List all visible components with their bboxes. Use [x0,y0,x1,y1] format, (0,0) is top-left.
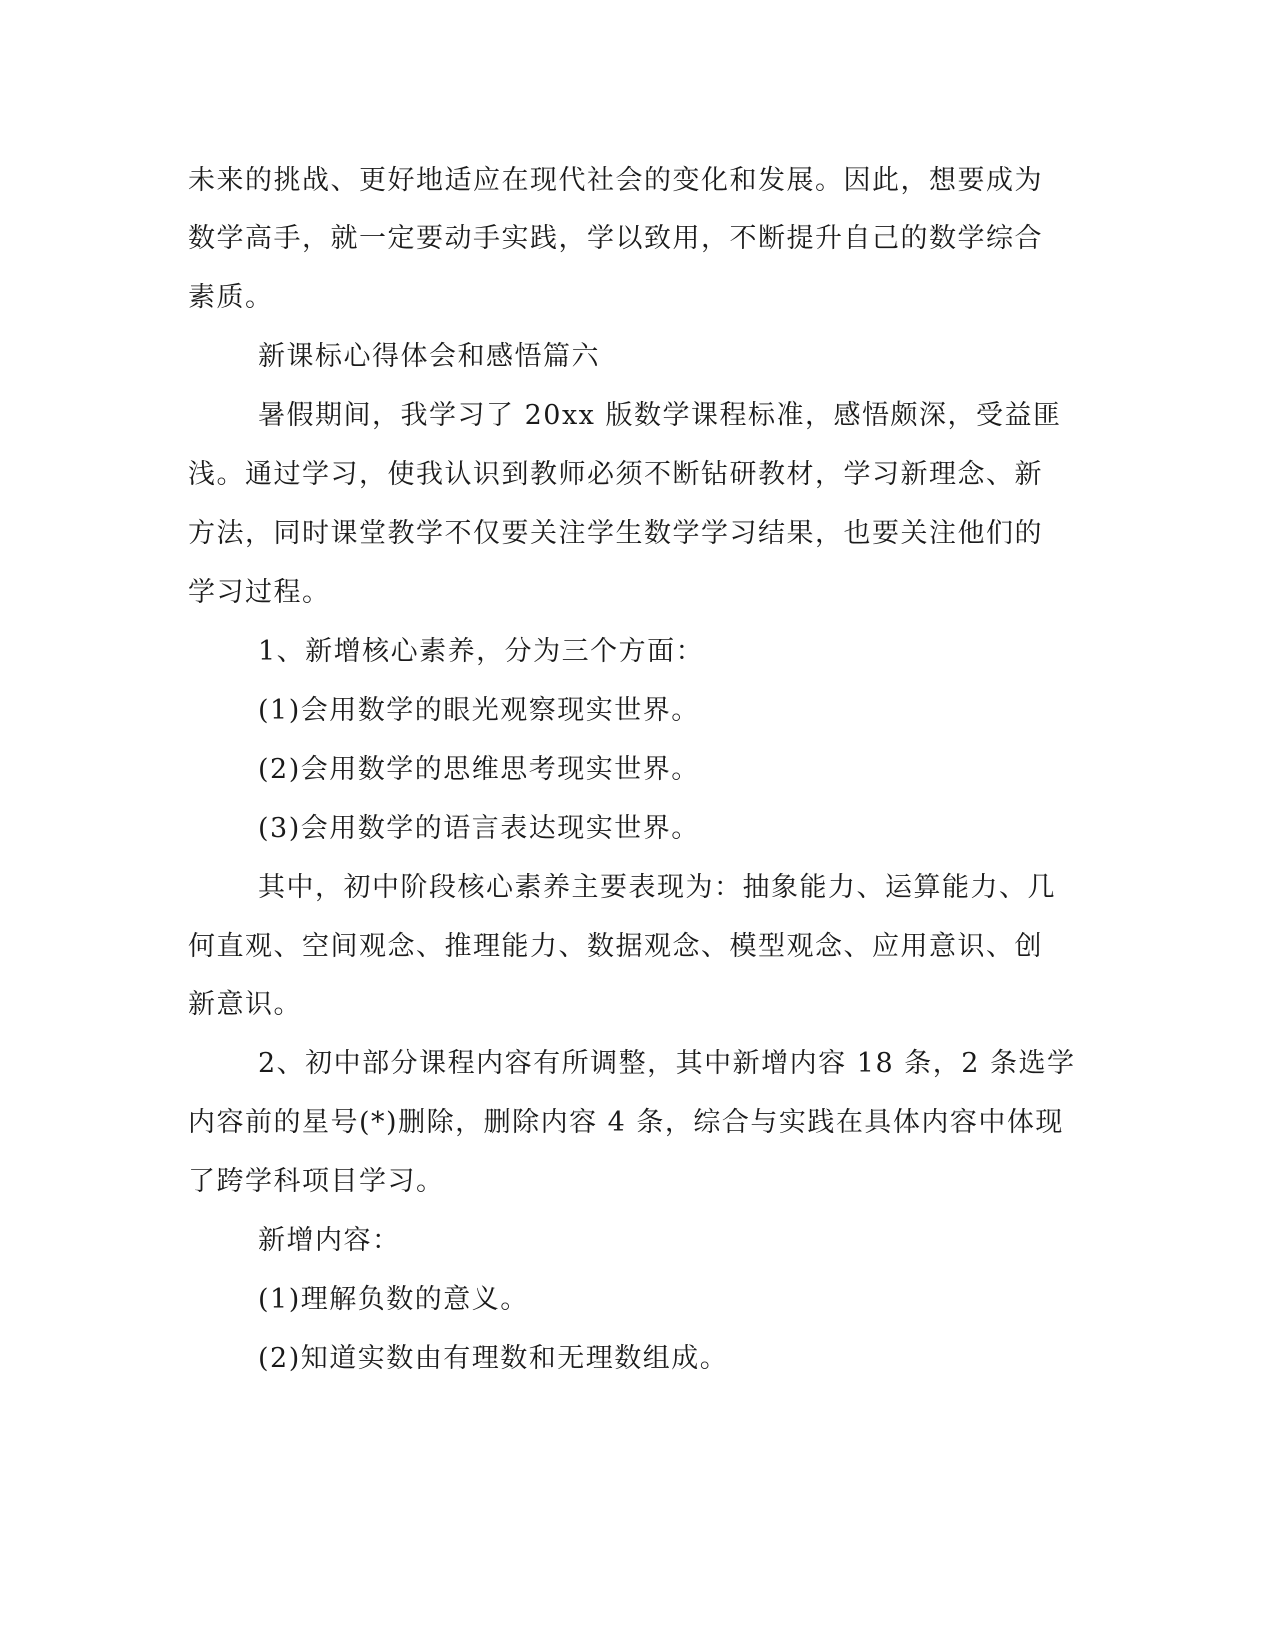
list-item: (2)会用数学的思维思考现实世界。 [258,754,700,785]
list-item: (3)会用数学的语言表达现实世界。 [258,813,700,844]
body-text-line: 2、初中部分课程内容有所调整，其中新增内容 18 条，2 条选学 [258,1048,1076,1079]
body-text-line: 了跨学科项目学习。 [188,1166,445,1197]
body-text-line: 数学高手，就一定要动手实践，学以致用，不断提升自己的数学综合 [188,223,1043,254]
list-item: (2)知道实数由有理数和无理数组成。 [258,1343,729,1374]
body-text-line: 浅。通过学习，使我认识到教师必须不断钻研教材，学习新理念、新 [188,459,1043,490]
list-heading: 新增内容： [258,1225,401,1256]
section-heading: 新课标心得体会和感悟篇六 [258,341,600,372]
body-text-line: 素质。 [188,282,274,313]
body-text-line: 方法，同时课堂教学不仅要关注学生数学学习结果，也要关注他们的 [188,518,1043,549]
body-text-line: 未来的挑战、更好地适应在现代社会的变化和发展。因此，想要成为 [188,165,1043,196]
body-text-line: 何直观、空间观念、推理能力、数据观念、模型观念、应用意识、创 [188,931,1043,962]
body-text-line: 暑假期间，我学习了 20xx 版数学课程标准，感悟颇深，受益匪 [258,400,1062,431]
list-heading: 1、新增核心素养，分为三个方面： [258,636,705,667]
list-item: (1)会用数学的眼光观察现实世界。 [258,695,700,726]
body-text-line: 学习过程。 [188,577,331,608]
list-item: (1)理解负数的意义。 [258,1284,529,1315]
body-text-line: 新意识。 [188,989,302,1020]
body-text-line: 其中，初中阶段核心素养主要表现为：抽象能力、运算能力、几 [258,872,1056,903]
body-text-line: 内容前的星号(*)删除，删除内容 4 条，综合与实践在具体内容中体现 [188,1107,1064,1138]
